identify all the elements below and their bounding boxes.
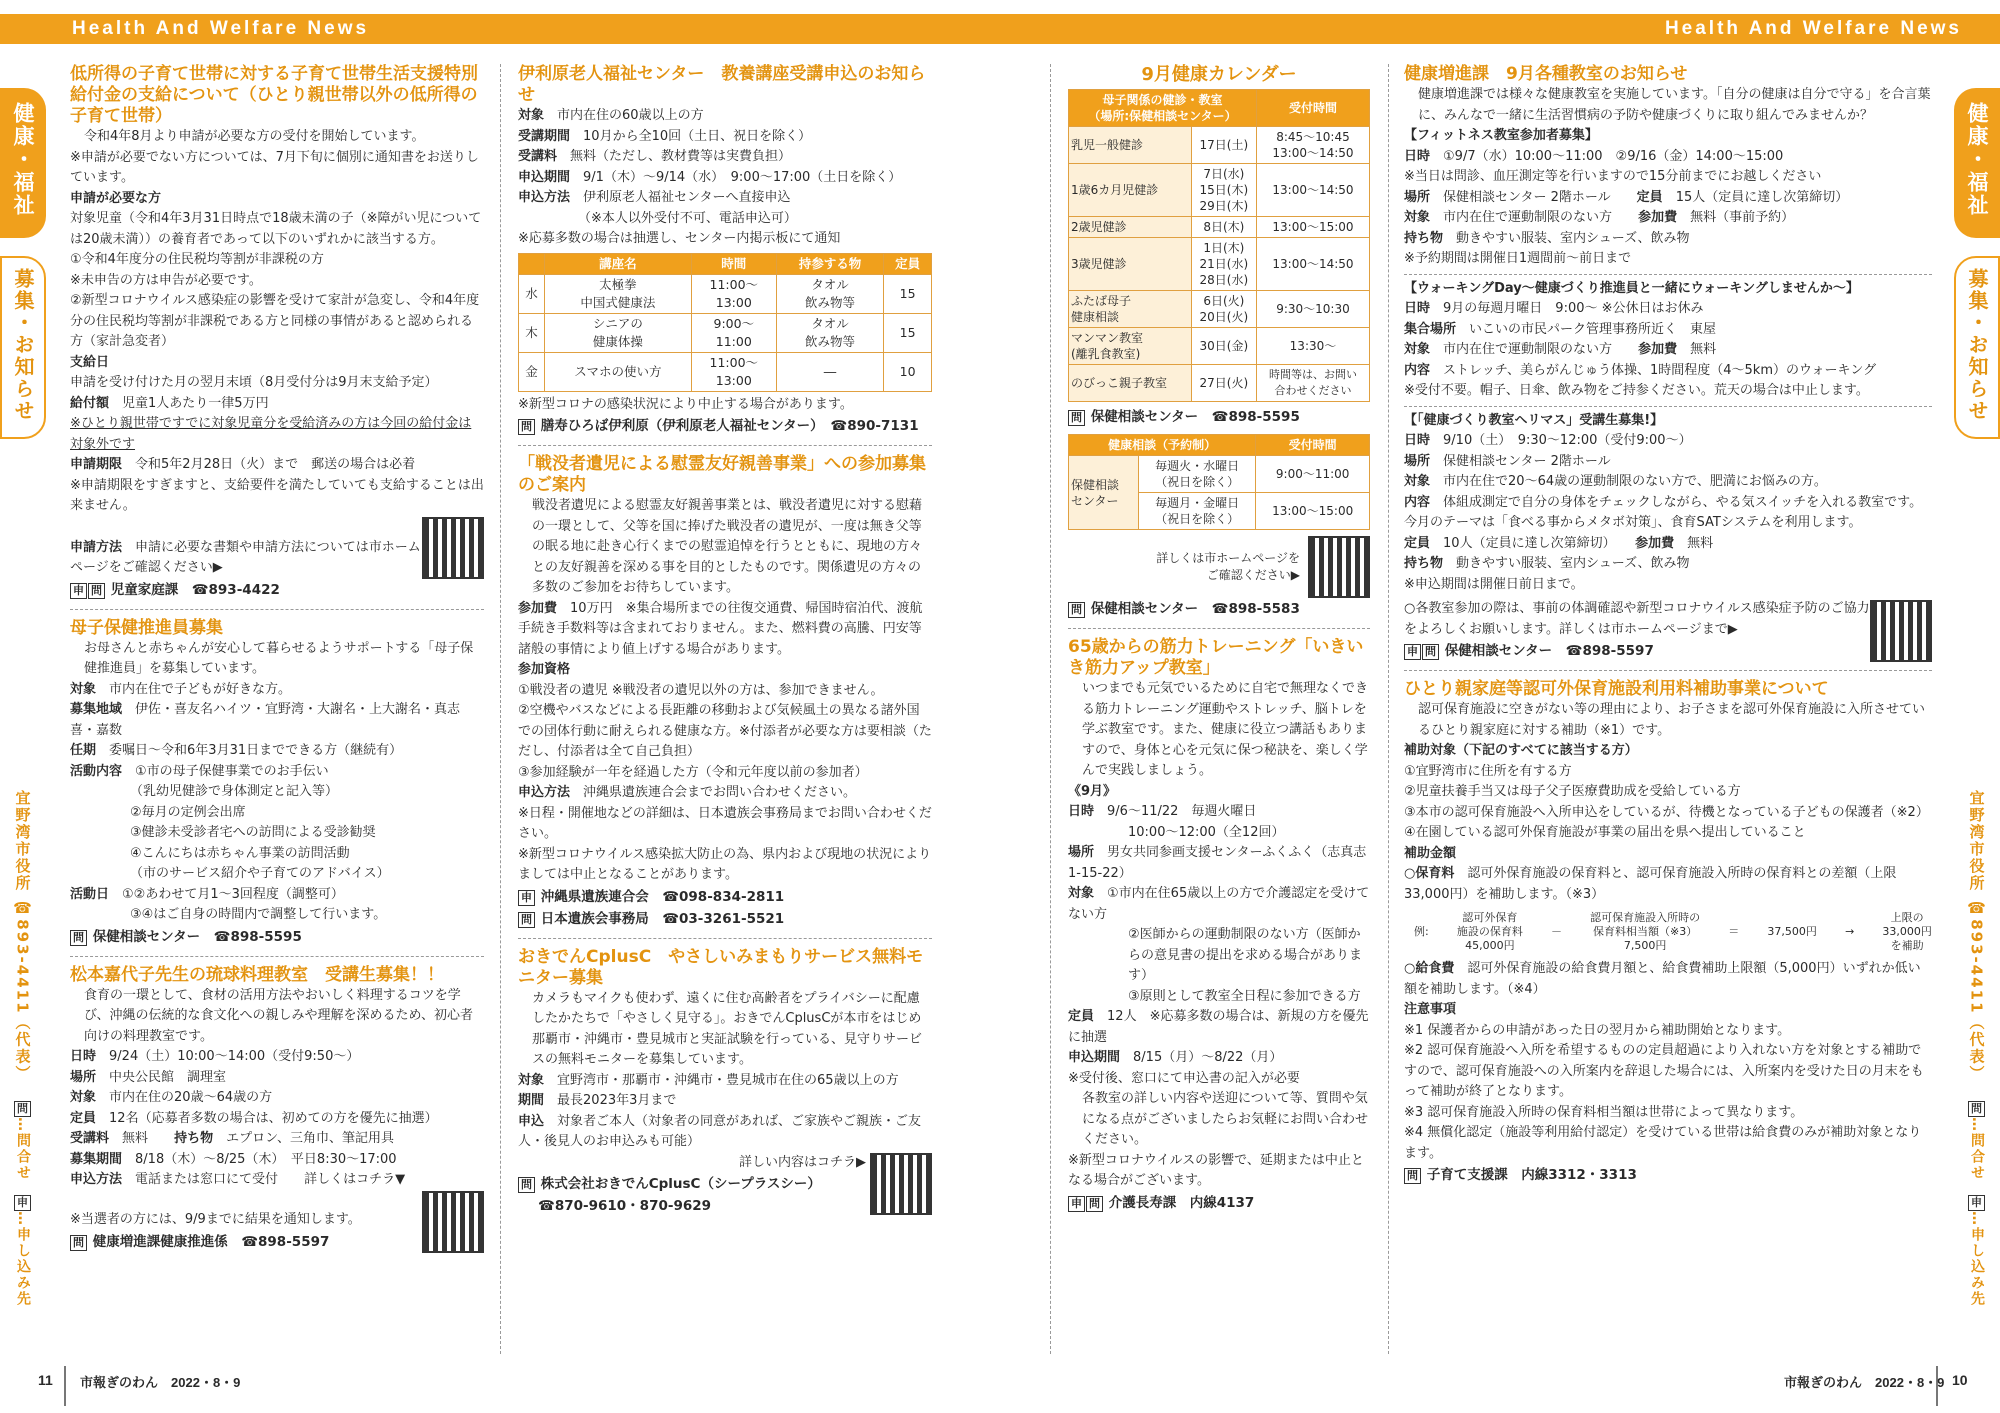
column-divider <box>1388 64 1389 1354</box>
example-formula: 例: 認可外保育 施設の保育料 45,000円 － 認可保育施設入所時の 保育料相当額（※3） 7,500円 ＝ 37,500円 → 上限の 33,000円 を補助 <box>1414 911 1932 952</box>
text: ①令和4年度分の住民税均等割が非課税の方 <box>70 252 324 267</box>
article-health-classes: 健康増進課 9月各種教室のお知らせ 健康増進課では様々な健康教室を実施しています。「自分の健康は自分で守る」を合言葉に、みんなで一緒に生活習慣病の予防や健康づくりに取り組んでみませんか？ 【フィットネス教室参加者募集】 日時 ①9/7（水）10:00～11:00 ②9/16（金）14:00～15:00 ※当日は問診、血圧測定等を行いますので15分前までにお越しください 場所 保健相談センター 2階ホール 定員 15人（定員に達し次第締切） 対象 市内在住で運動制限のない方 参加費 無料（事前予約） 持ち物 動きやすい服装、室内シューズ、飲み物 ※予約期間は開催日1週間前～前日まで 【ウォーキングDay～健康づくり推進員と一緒にウォーキングしませんか～】 日時 9月の毎週月曜日 9:00～ ※公休日はお休み 集合場所 いこいの市民パーク管理事務所近く 東屋 対象 市内在住で運動制限のない方 参加費 無料 内容 ストレッチ、美らがんじゅう体操、1時間程度（4～5km）のウォーキング ※受付不要。帽子、日傘、飲み物をご持参ください。荒天の場合は中止します。 【「健康づくり教室ヘリマス」受講生募集!】 日時 9/10（土） 9:30～12:00（受付9:00～） 場所 保健相談センター 2階ホール 対象 市内在住で20～64歳の運動制限のない方で、肥満にお悩みの方。 内容 体組成測定で自分の身体をチェックしながら、やる気スイッチを入れる教室です。今月のテーマは「食べる事からメタボ対策」、食育SATシステムを利用します。 定員 10人（定員に達し次第締切） 参加費 無料 持ち物 動きやすい服装、室内シューズ、飲み物 ※申込期間は開催日前日まで。 ○各教室参加の際は、事前の体調確認や新型コロナウイルス感染症予防のご協力をよろしくお願いします。詳しくは市ホームページまで▶ 申 問 保健相談センター ☎898-5597 <box>1404 64 1932 662</box>
calendar-title: 9月健康カレンダー <box>1141 64 1297 85</box>
label: 申請期限 <box>70 457 123 472</box>
qr-code-icon[interactable] <box>422 1191 484 1253</box>
table-row: 保健相談 センター 毎週火・水曜日 （祝日を除く） 9:00～11:00 <box>1069 456 1370 493</box>
contact: 問 保健相談センター ☎898-5595 <box>1068 406 1370 428</box>
column-3 <box>1068 64 1370 1356</box>
article-monitoring-service: おきでんCplusC やさしいみまもりサービス無料モニター募集 カメラもマイクも使わず、遠くに住む高齢者をプライバシーに配慮したかたちで「やさしく見守る」。おきでんCplusCが本市をはじめ那覇市・沖縄市・豊見城市と実証試験を行っている、見守りサービスの無料モニターを募集しています。 対象 宜野湾市・那覇市・沖縄市・豊見城市在住の65歳以上の方 期間 最長2023年3月まで 申込 対象者ご本人（対象者の同意があれば、ご家族やご親族・ご友人・後見人のお申込みも可能） 詳しい内容はコチラ▶ 問 株式会社おきでんCplusC（シープラスシー） ☎870-9610・870-9629 <box>518 947 932 1218</box>
article-strength-training: 65歳からの筋力トレーニング「いきいき筋力アップ教室」 いつまでも元気でいるために自宅で無理なくできる筋力トレーニング運動やストレッチ、脳トレを学ぶ教室です。また、健康に役立つ講話もありますので、身体と心を元気に保つ秘訣を、楽しく学んで実践しましょう。 《9月》 日時 9/6～11/22 毎週火曜日 10:00～12:00（全12回） 場所 男女共同参画支援センターふくふく（志真志1-15-22） 対象 ①市内在住65歳以上の方で介護認定を受けてない方 ②医師からの運動制限のない方（医師からの意見書の提出を求める場合があります） ③原則として教室全日程に参加できる方 定員 12人 ※応募多数の場合は、新規の方を優先に抽選 申込期間 8/15（月）～8/22（月） ※受付後、窓口にて申込書の記入が必要 各教室の詳しい内容や送迎について等、質問や気になる点がございましたらお気軽にお問い合わせください。 ※新型コロナウイルスの影響で、延期または中止となる場合がございます。 申 問 介護長寿課 内線4137 <box>1068 637 1370 1214</box>
table-row: 乳児一般健診 17日(土) 8:45～10:45 13:00～14:50 <box>1069 127 1370 164</box>
table-row: 2歳児健診 8日(木) 13:00～15:00 <box>1069 217 1370 238</box>
consultation-table: 健康相談（予約制） 受付時間 保健相談 センター 毎週火・水曜日 （祝日を除く） 9:00～11:00 毎週月・金曜日 （祝日を除く） 13:00～15:00 <box>1068 434 1370 530</box>
text: 令和4年8月より申請が必要な方の受付を開始しています。 <box>84 129 425 144</box>
column-1 <box>70 64 484 1356</box>
article-title: 健康増進課 9月各種教室のお知らせ <box>1404 64 1688 84</box>
text: お母さんと赤ちゃんが安心して暮らせるようサポートする「母子保健推進員」を募集しています。 <box>84 640 474 676</box>
left-tag-health: 健康・福祉 <box>0 88 46 238</box>
article-title: 母子保健推進員募集 <box>70 617 223 638</box>
header-bar <box>0 14 2000 44</box>
contact: 問 膳寿ひろば伊利原（伊利原老人福祉センター） ☎890-7131 <box>518 415 932 437</box>
table-row: 毎週月・金曜日 （祝日を除く） 13:00～15:00 <box>1069 493 1370 530</box>
article-elderly-center: 伊利原老人福祉センター 教養講座受講申込のお知らせ 対象 市内在住の60歳以上の方 受講期間 10月から全10回（土日、祝日を除く） 受講料 無料（ただし、教材費等は実費負担） 申込期間 9/1（木）～9/14（水） 9:00～17:00（土日を除く） 申込方法 伊利原老人福祉センターへ直接申込 （※本人以外受付不可、電話申込可） ※応募多数の場合は抽選し、センター内掲示板にて通知 講座名 時間 持参する物 定員 水 太極拳 中国式健康法 11:00～ 13:00 タオル 飲み物等 15 木 シニアの 健康体操 9:00～ 11:00 タオル 飲み物等 15 金 スマホの使い方 11:00～ 13:00 ― 10 ※新型コロナの感染状況により中止する場合があります。 問 膳寿ひろば伊利原（伊利原老人福祉センター） ☎890-7131 <box>518 64 932 437</box>
article-title: おきでんCplusC やさしいみまもりサービス無料モニター募集 <box>518 946 924 988</box>
more-link[interactable]: 詳しくはコチラ▼ <box>304 1172 406 1187</box>
contact: 申 沖縄県遺族連合会 ☎098-834-2811 <box>518 886 932 908</box>
left-tag-notices: 募集・お知らせ <box>0 256 46 439</box>
contact: 問 株式会社おきでんCplusC（シープラスシー） <box>518 1173 870 1195</box>
right-city-phone: 宜野湾市役所 ☎893-4411（代表） <box>1967 790 1986 1083</box>
text: ※申請期限をすぎますと、支給要件を満たしていても支給することは出来ません。 <box>70 477 484 513</box>
arrow-icon: → <box>1845 925 1855 938</box>
header-left-title: Health And Welfare News <box>72 18 370 39</box>
text: ※申請が必要でない方については、7月下旬に個別に通知書をお送りしています。 <box>70 149 479 185</box>
value: 申請に必要な書類や申請方法については市ホームページをご確認ください▶ <box>70 539 421 575</box>
column-divider <box>1050 64 1051 1354</box>
article-childcare-subsidy: ひとり親家庭等認可外保育施設利用料補助事業について 認可保育施設に空きがない等の理由により、お子さまを認可外保育施設に入所させているひとり親家庭に対する補助（※1）です。 補助対象（下記のすべてに該当する方） ①宜野湾市に住所を有する方 ②児童扶養手当又は母子父子医療費助成を受給している方 ③本市の認可保育施設へ入所申込をしているが、待機となっている子どもの保護者（※2） ④在園している認可外保育施設が事業の届出を県へ提出していること 補助金額 ○保育料 認可外保育施設の保育料と、認可保育施設入所時の保育料との差額（上限33,000円）を補助します。（※3） 例: 認可外保育 施設の保育料 45,000円 － 認可保育施設入所時の 保育料相当額（※3） 7,500円 ＝ 37,500円 → 上限の 33,000円 を補助 ○給食費 認可外保育施設の給食費月額と、給食費補助上限額（5,000円）いずれか低い額を補助します。（※4） 注意事項 ※1 保護者からの申請があった日の翌月から補助開始となります。 ※2 認可保育施設へ入所を希望するものの定員超過により入れない方を対象とする補助ですので、認可保育施設への入所案内を辞退した場合には、入所案内を受けた日の月末をもって補助が終了となります。 ※3 認可保育施設入所時の保育料相当額は世帯によって異なります。 ※4 無償化認定（施設等利用給付認定）を受けている世帯は給食費のみが補助対象となります。 問 子育て支援課 内線3312・3313 <box>1404 679 1932 1186</box>
page-number: 10 <box>1952 1372 1968 1388</box>
column-divider <box>500 64 501 1354</box>
text: 対象児童（令和4年3月31日時点で18歳未満の子（※障がい児については20歳未満））の養育者であって以下のいずれかに該当する方。 <box>70 211 482 247</box>
article-title: 低所得の子育て世帯に対する子育て世帯生活支援特別給付金の支給について（ひとり親世帯以外の低所得の子育て世帯） <box>70 64 478 126</box>
right-tag-notices: 募集・お知らせ <box>1954 256 2000 439</box>
article-child-benefit <box>70 64 484 601</box>
more-link[interactable]: 詳しくは市ホームページを ご確認ください▶ <box>1156 551 1300 582</box>
text: ※ひとり親世帯ですでに対象児童分を受給済みの方は今回の給付金は対象外です <box>70 416 472 452</box>
article-title: 65歳からの筋力トレーニング「いきいき筋力アップ教室」 <box>1068 637 1364 678</box>
column-4 <box>1404 64 1932 1356</box>
footer-left-mag: 市報ぎのわん 2022・8・9 <box>80 1375 241 1390</box>
left-city-phone: 宜野湾市役所 ☎893-4411（代表） <box>13 790 32 1083</box>
footer-left <box>38 1372 53 1388</box>
label: 申請方法 <box>70 539 123 555</box>
qr-code-icon[interactable] <box>1308 536 1370 598</box>
table-row: のびっこ親子教室 27日(火) 時間等は、お問い 合わせください <box>1069 365 1370 402</box>
text: ②新型コロナウイルス感染症の影響を受けて家計が急変し、令和4年度分の住民税均等割が非課税である方と同様の事情があると認められる方（家計急変者） <box>70 293 480 349</box>
contact: 問 日本遺族会事務局 ☎03-3261-5521 <box>518 908 932 930</box>
article-cooking-class: 松本嘉代子先生の琉球料理教室 受講生募集！！ 食育の一環として、食材の活用方法やおいしく料理するコツを学び、沖縄の伝統的な食文化への親しみや理解を深めるため、初心者向けの料理教室です。 日時 9/24（土）10:00～14:00（受付9:50～） 場所 中央公民館 調理室 対象 市内在住の20歳～64歳の方 定員 12名（応募者多数の場合は、初めての方を優先に抽選） 受講料 無料 持ち物 エプロン、三角巾、筆記用具 募集期間 8/18（木）～8/25（木） 平日8:30～17:00 申込方法 電話または窓口にて受付 詳しくはコチラ▼ ※当選者の方には、9/9までに結果を通知します。 問 健康増進課健康推進係 ☎898-5597 <box>70 965 484 1253</box>
contact: 問 保健相談センター ☎898-5583 <box>1068 598 1370 620</box>
contact: 問 保健相談センター ☎898-5595 <box>70 926 484 948</box>
health-calendar-table: 母子関係の健診・教室 （場所:保健相談センター） 受付時間 乳児一般健診 17日(土) 8:45～10:45 13:00～14:50 1歳6カ月児健診 7日(水) 15日(木) 29日(木) 13:00～14:50 2歳児健診 8日(木) 13:00～15:00 3歳児健診 1日(木) 21日(水) 28日(水) 13:00～14:50 ふたば母子 健康相談 6日(火) 20日(火) 9:30～10:30 マンマン教室 (離乳食教室) 30日(金) 13:30～ のびっこ親子教室 27日(火) 時間等は、お問い 合わせください <box>1068 89 1370 402</box>
article-title: 松本嘉代子先生の琉球料理教室 受講生募集！！ <box>70 964 444 985</box>
label: 支給日 <box>70 354 110 370</box>
contact: 申 問 保健相談センター ☎898-5597 <box>1404 640 1870 662</box>
contact: 申 問 介護長寿課 内線4137 <box>1068 1192 1370 1214</box>
table-row: 水 太極拳 中国式健康法 11:00～ 13:00 タオル 飲み物等 15 <box>519 274 932 313</box>
value: 令和5年2月28日（火）まで 郵送の場合は必着 <box>135 457 416 472</box>
table-row: 1歳6カ月児健診 7日(水) 15日(木) 29日(木) 13:00～14:50 <box>1069 164 1370 217</box>
article-maternal-health: 母子保健推進員募集 お母さんと赤ちゃんが安心して暮らせるようサポートする「母子保健推進員」を募集しています。 対象 市内在住で子どもが好きな方。 募集地域 伊佐・喜友名ハイツ・宜野湾・大謝名・上大謝名・真志喜・嘉数 任期 委嘱日～令和6年3月31日までできる方（継続有） 活動内容 ①市の母子保健事業でのお手伝い （乳幼児健診で身体測定と記入等） ②毎月の定例会出席 ③健診未受診者宅への訪問による受診勧奨 ④こんにちは赤ちゃん事業の訪問活動 （市のサービス紹介や子育てのアドバイス） 活動日 ①②あわせて月1～3回程度（調整可） ③④はご自身の時間内で調整して行います。 問 保健相談センター ☎898-5595 <box>70 618 484 948</box>
left-side-tags <box>0 88 46 439</box>
table-row: 木 シニアの 健康体操 9:00～ 11:00 タオル 飲み物等 15 <box>519 313 932 352</box>
article-title: 「戦没者遺児による慰霊友好親善事業」への参加募集のご案内 <box>518 454 926 495</box>
more-link[interactable]: 詳しい内容はコチラ▶ <box>739 1154 866 1170</box>
contact: 問 子育て支援課 内線3312・3313 <box>1404 1164 1932 1186</box>
right-side-info: 宜野湾市役所 ☎893-4411（代表） 問 …問合せ 申 …申し込み先 <box>1967 790 1986 1307</box>
table-row: 金 スマホの使い方 11:00～ 13:00 ― 10 <box>519 352 932 391</box>
column-2 <box>518 64 932 1356</box>
article-title: 伊利原老人福祉センター 教養講座受講申込のお知らせ <box>518 64 926 105</box>
label: 給付額 <box>70 395 110 411</box>
footer-rule <box>64 1366 66 1406</box>
table-row: 3歳児健診 1日(木) 21日(水) 28日(水) 13:00～14:50 <box>1069 238 1370 291</box>
header-right-title: Health And Welfare News <box>1664 18 1962 39</box>
left-side-info: 宜野湾市役所 ☎893-4411（代表） 問 …問合せ 申 …申し込み先 <box>13 790 32 1307</box>
value: 申請を受け付けた月の翌月末頃（8月受付分は9月末支給予定） <box>70 375 438 390</box>
right-side-tags <box>1954 88 2000 439</box>
right-tag-health: 健康・福祉 <box>1954 88 2000 238</box>
footer-right-mag: 市報ぎのわん 2022・8・9 <box>1784 1375 1945 1390</box>
table-row: ふたば母子 健康相談 6日(火) 20日(火) 9:30～10:30 <box>1069 291 1370 328</box>
footer-right <box>1952 1372 1968 1388</box>
article-title: ひとり親家庭等認可外保育施設利用料補助事業について <box>1404 679 1829 699</box>
contact: 問 健康増進課健康推進係 ☎898-5597 <box>70 1231 422 1253</box>
qr-code-icon[interactable] <box>870 1153 932 1215</box>
subheading: 申請が必要な方 <box>70 190 162 206</box>
text: ※未申告の方は申告が必要です。 <box>70 272 262 288</box>
course-table: 講座名 時間 持参する物 定員 水 太極拳 中国式健康法 11:00～ 13:00 タオル 飲み物等 15 木 シニアの 健康体操 9:00～ 11:00 タオル 飲み物等 15 金 スマホの使い方 11:00～ 13:00 ― 10 <box>518 253 932 392</box>
table-row: マンマン教室 (離乳食教室) 30日(金) 13:30～ <box>1069 328 1370 365</box>
qr-code-icon[interactable] <box>1870 600 1932 662</box>
page-number: 11 <box>38 1372 53 1388</box>
qr-code-icon[interactable] <box>422 517 484 579</box>
value: 児童1人あたり一律5万円 <box>122 395 269 411</box>
article-war-bereaved: 「戦没者遺児による慰霊友好親善事業」への参加募集のご案内 戦没者遺児による慰霊友好親善事業とは、戦没者遺児に対する慰藉の一環として、父等を国に捧げた戦没者の遺児が、一度は無き父等の眠る地に赴き心行くまでの慰霊追悼を行うとともに、現地の方々との友好親善を深める事を目的としたものです。関係遺児の方々の多数のご参加をお待ちしています。 参加費 10万円 ※集合場所までの往復交通費、帰国時宿泊代、渡航手続き手数料等は含まれておりません。また、燃料費の高騰、円安等諸般の事情により値上げする場合があります。 参加資格 ①戦没者の遺児 ※戦没者の遺児以外の方は、参加できません。 ②空機やバスなどによる長距離の移動および気候風土の異なる諸外国での団体行動に耐えられる健康な方。※付添者が必要な方は要相談（ただし、付添者は全て自己負担） ③参加経験が一年を経過した方（令和元年度以前の参加者） 申込方法 沖縄県遺族連合会までお問い合わせください。 ※日程・開催地などの詳細は、日本遺族会事務局までお問い合わせください。 ※新型コロナウイルス感染拡大防止の為、県内および現地の状況によりましては中止となることがあります。 申 沖縄県遺族連合会 ☎098-834-2811 問 日本遺族会事務局 ☎03-3261-5521 <box>518 454 932 930</box>
contact: 申 問 児童家庭課 ☎893-4422 <box>70 579 484 601</box>
